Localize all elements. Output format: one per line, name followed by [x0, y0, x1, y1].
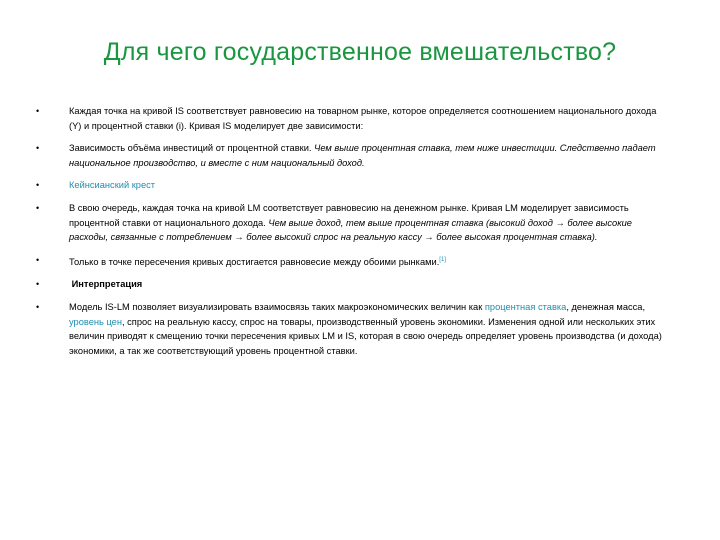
- item-text: , денежная масса,: [566, 302, 646, 313]
- list-item: [36, 141, 666, 170]
- item-text-italic: Чем выше доход, тем выше процентная ставка (высокий доход → более высокие расходы, связанные с потреблением → более высокий спрос на реальную кассу → более высокая процентная ставка).: [69, 217, 632, 243]
- list-item: [36, 253, 666, 270]
- item-text: Каждая точка на кривой IS соответствует равновесию на товарном рынке, которое определяется соотношением национального дохода (Y) и процентной ставки (i). Кривая IS моделирует две зависимости:: [69, 106, 657, 131]
- section-heading: Интерпретация: [71, 279, 143, 290]
- item-text: Только в точке пересечения кривых достигается равновесие между обоими рынками.: [69, 256, 440, 267]
- footnote-reference-link[interactable]: [1]: [439, 256, 446, 263]
- item-text: Зависимость объёма инвестиций от процентной ставки.: [69, 143, 312, 154]
- keynesian-cross-link[interactable]: Кейнсианский крест: [69, 180, 156, 191]
- item-text: , спрос на реальную кассу, спрос на товары, производственный уровень экономики. Изменения одной или нескольких этих величин приводят к смещению точки пересечения кривых LM и IS, которая в свою очередь определяет уровень производства (и дохода) экономики, а так же соответствующий уровень процентной ставки.: [69, 316, 662, 356]
- interest-rate-link[interactable]: процентная ставка: [484, 302, 567, 313]
- list-item: [36, 300, 666, 358]
- list-item: [36, 104, 666, 133]
- bullet-icon: •: [36, 106, 40, 116]
- list-item: [36, 277, 666, 292]
- list-item: [36, 178, 666, 193]
- bullet-icon: •: [36, 279, 40, 290]
- slide-title: Для чего государственное вмешательство?: [103, 38, 617, 66]
- bullet-icon: •: [36, 254, 40, 265]
- bullet-icon: •: [36, 180, 40, 191]
- bullet-icon: •: [36, 143, 40, 154]
- item-text: Модель IS-LM позволяет визуализировать взаимосвязь таких макроэкономических величин как: [69, 302, 483, 313]
- bullet-icon: •: [36, 202, 40, 213]
- price-level-link[interactable]: уровень цен: [69, 316, 122, 327]
- list-item: [36, 201, 666, 245]
- item-text: В свою очередь, каждая точка на кривой LM соответствует равновесию на денежном рынке. Кривая LM моделирует зависимость процентной ставки от национального дохода.: [69, 202, 629, 228]
- item-text-italic: Чем выше процентная ставка, тем ниже инвестиции. Следственно падает национальное производство, и вместе с ним национальный доход.: [69, 143, 656, 168]
- bullet-list: [36, 104, 666, 366]
- bullet-icon: •: [36, 302, 40, 313]
